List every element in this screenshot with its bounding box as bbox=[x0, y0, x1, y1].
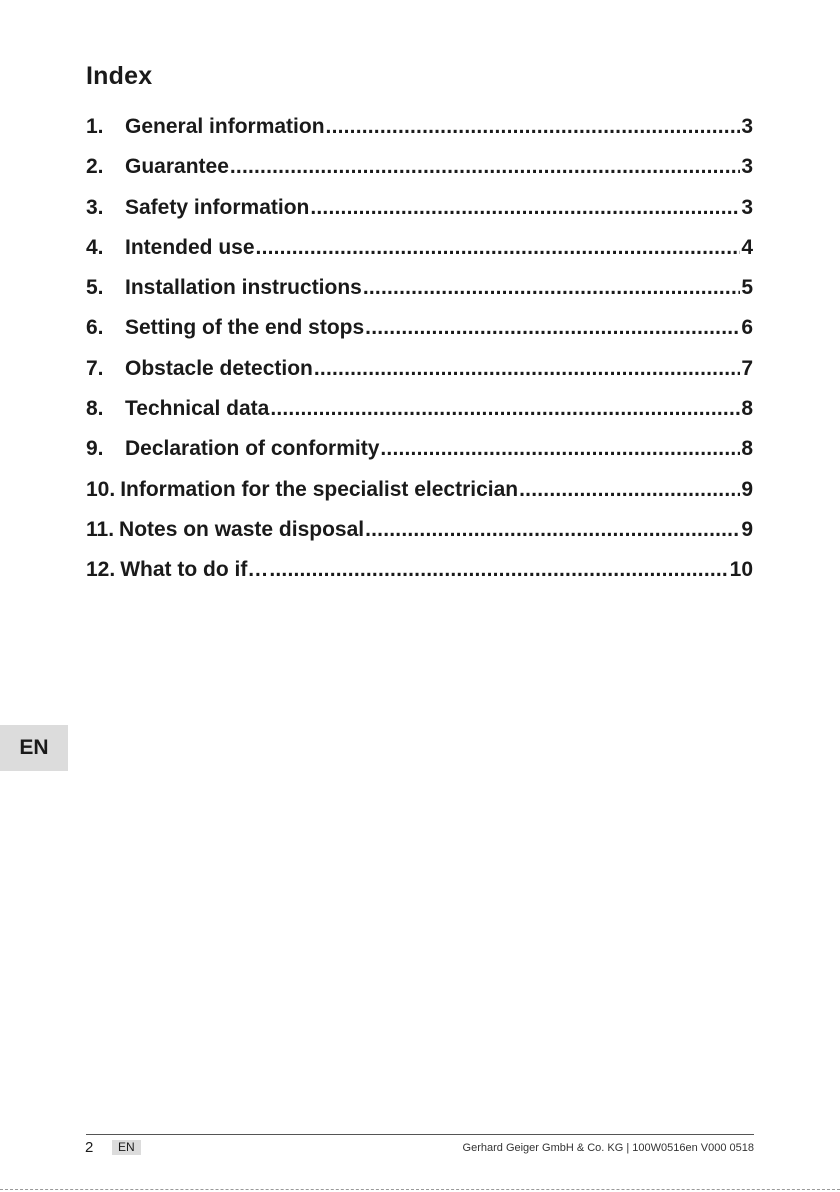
toc-page-number: 8 bbox=[741, 437, 753, 461]
toc-number: 6. bbox=[86, 316, 104, 340]
toc-label: General information bbox=[125, 115, 325, 138]
page-cut-line bbox=[0, 1189, 840, 1190]
toc-leader-dots bbox=[269, 558, 728, 582]
toc-entry[interactable] bbox=[86, 115, 753, 155]
toc-number: 1. bbox=[86, 115, 104, 138]
toc-page-number: 5 bbox=[741, 276, 753, 300]
toc-page-number: 4 bbox=[741, 235, 753, 259]
toc-page-number: 3 bbox=[741, 155, 753, 179]
toc-label: Intended use bbox=[125, 235, 255, 259]
toc-number: 3. bbox=[86, 195, 104, 219]
toc-leader-dots bbox=[326, 115, 741, 139]
toc-leader-dots bbox=[380, 437, 740, 461]
toc-label: Technical data bbox=[125, 397, 270, 421]
toc-leader-dots bbox=[314, 357, 740, 381]
toc-page-number: 3 bbox=[741, 195, 753, 219]
toc-entry[interactable] bbox=[86, 236, 753, 276]
toc-entry[interactable] bbox=[86, 518, 753, 558]
toc-page-number: 9 bbox=[741, 517, 753, 541]
toc-entry[interactable] bbox=[86, 316, 753, 356]
toc-label: Installation instructions bbox=[125, 276, 362, 300]
toc-page-number: 9 bbox=[741, 477, 753, 501]
toc-leader-dots bbox=[519, 478, 740, 502]
toc-entry[interactable] bbox=[86, 397, 753, 437]
toc-entry[interactable] bbox=[86, 276, 753, 316]
toc-number: 4. bbox=[86, 235, 104, 259]
toc-leader-dots bbox=[310, 196, 740, 220]
toc-page-number: 8 bbox=[741, 397, 753, 421]
toc-page-number: 3 bbox=[741, 115, 753, 138]
toc-label: Safety information bbox=[125, 195, 310, 219]
toc-page-number: 10 bbox=[729, 558, 753, 582]
page-title: Index bbox=[86, 62, 153, 90]
toc-label: Information for the specialist electrician bbox=[120, 477, 519, 501]
toc-label: Obstacle detection bbox=[125, 356, 313, 380]
toc-entry[interactable] bbox=[86, 357, 753, 397]
toc-number: 10. bbox=[86, 477, 116, 501]
toc-entry[interactable] bbox=[86, 437, 753, 477]
toc-leader-dots bbox=[365, 316, 740, 340]
toc-number: 12. bbox=[86, 558, 116, 582]
footer-divider bbox=[86, 1134, 754, 1135]
toc-number: 5. bbox=[86, 276, 104, 300]
toc-label: Declaration of conformity bbox=[125, 437, 380, 461]
footer-document-info: Gerhard Geiger GmbH & Co. KG | 100W0516en V000 0518 bbox=[462, 1142, 754, 1154]
table-of-contents bbox=[86, 115, 753, 599]
toc-number: 7. bbox=[86, 356, 104, 380]
toc-label: Setting of the end stops bbox=[125, 316, 365, 340]
toc-label: Notes on waste disposal bbox=[119, 517, 365, 541]
toc-number: 8. bbox=[86, 397, 104, 421]
toc-label: What to do if… bbox=[120, 558, 269, 582]
toc-number: 11. bbox=[86, 517, 115, 541]
language-side-tab: EN bbox=[0, 725, 68, 771]
toc-label: Guarantee bbox=[125, 155, 229, 179]
toc-leader-dots bbox=[270, 397, 740, 421]
footer-language-badge: EN bbox=[112, 1140, 141, 1155]
toc-leader-dots bbox=[365, 518, 740, 542]
toc-leader-dots bbox=[363, 276, 740, 300]
toc-entry[interactable] bbox=[86, 155, 753, 195]
toc-page-number: 7 bbox=[741, 356, 753, 380]
toc-entry[interactable] bbox=[86, 196, 753, 236]
toc-page-number: 6 bbox=[741, 316, 753, 340]
toc-entry[interactable] bbox=[86, 478, 753, 518]
toc-number: 2. bbox=[86, 155, 104, 179]
toc-entry[interactable] bbox=[86, 558, 753, 598]
toc-leader-dots bbox=[256, 236, 741, 260]
toc-leader-dots bbox=[230, 155, 740, 179]
toc-number: 9. bbox=[86, 437, 104, 461]
footer-page-number: 2 bbox=[85, 1139, 94, 1156]
